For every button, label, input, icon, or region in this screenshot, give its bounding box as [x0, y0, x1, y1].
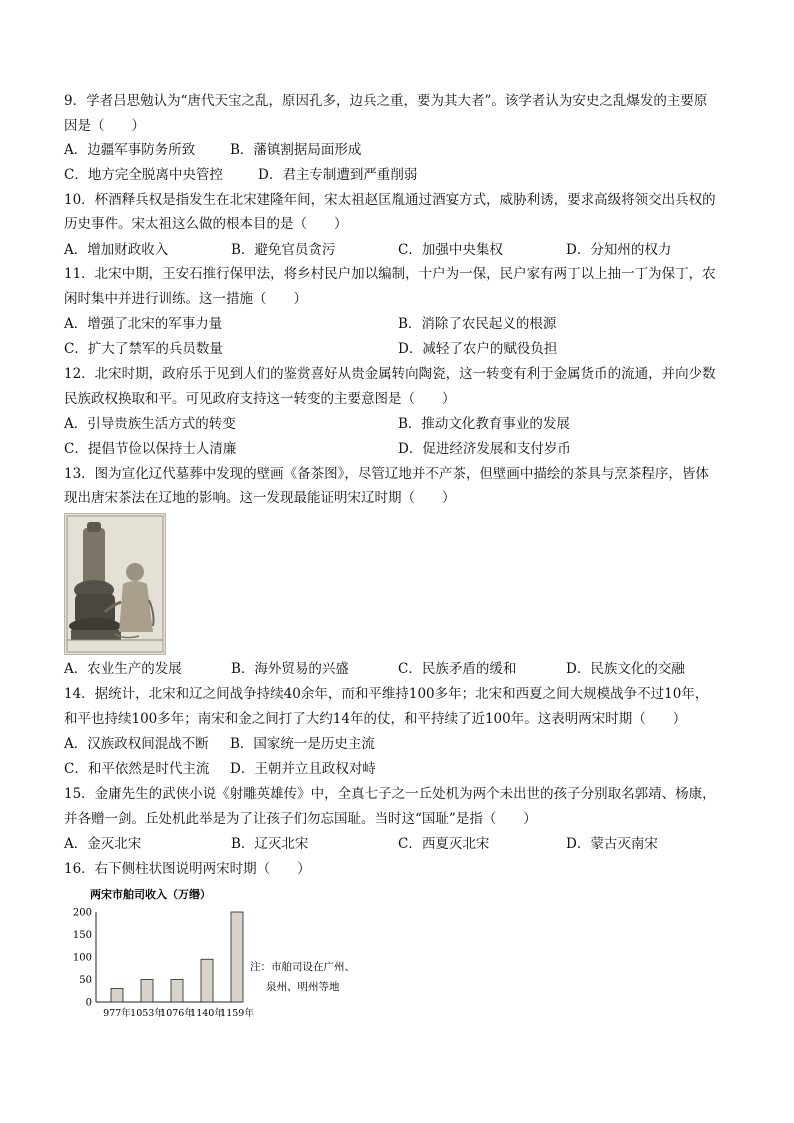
chart-note-line-1: 注：市舶司设在广州、 [250, 961, 355, 973]
x-tick-label: 977年 [103, 1008, 131, 1019]
x-tick-labels [103, 1007, 254, 1019]
q12-option-a[interactable]: A．引导贵族生活方式的转变 [64, 416, 236, 432]
q15-option-b[interactable]: B．辽灭北宋 [231, 836, 309, 852]
q13-option-a[interactable]: A．农业生产的发展 [64, 661, 182, 677]
mural-illustration [65, 514, 165, 654]
chart-note-line-2: 泉州、明州等地 [266, 981, 340, 993]
q12-option-d[interactable]: D．促进经济发展和支付岁币 [398, 441, 571, 457]
q11-option-d[interactable]: D．减轻了农户的赋役负担 [398, 341, 558, 357]
y-tick-label: 50 [79, 975, 92, 986]
bar [111, 989, 123, 1003]
tea-preparation-mural-image [64, 513, 166, 655]
q12-stem-line-2: 民族政权换取和平。可见政府支持这一转变的主要意图是（ ） [64, 391, 456, 407]
bar [201, 959, 213, 1002]
q10-option-d[interactable]: D．分知州的权力 [566, 242, 672, 258]
q15-stem-line-2: 并各赠一剑。丘处机此举是为了让孩子们勿忘国耻。当时这“国耻”是指（ ） [64, 811, 537, 827]
q10-option-b[interactable]: B．避免官员贪污 [231, 242, 336, 258]
q11-option-a[interactable]: A．增强了北宋的军事力量 [64, 316, 223, 332]
y-tick-label: 100 [72, 952, 92, 964]
q11-stem-line-2: 闲时集中并进行训练。这一措施（ ） [64, 291, 307, 307]
q13-stem-line-1: 13．图为宣化辽代墓葬中发现的壁画《备茶图》，尽管辽地并不产茶，但壁画中描绘的茶具与烹茶程序，皆体 [64, 466, 709, 482]
q9-option-a[interactable]: A．边疆军事防务所致 [64, 142, 196, 158]
q10-stem-line-2: 历史事件。宋太祖这么做的根本目的是（ ） [64, 216, 348, 232]
q15-option-a[interactable]: A．金灭北宋 [64, 836, 142, 852]
q13-option-d[interactable]: D．民族文化的交融 [566, 661, 685, 677]
q13-stem-line-2: 现出唐宋茶法在辽地的影响。这一发现最能证明宋辽时期（ ） [64, 490, 456, 506]
q15-stem-line-1: 15．金庸先生的武侠小说《射雕英雄传》中，全真七子之一丘处机为两个未出世的孩子分别取名郭靖、杨康， [64, 786, 716, 802]
q12-option-c[interactable]: C．提倡节俭以保持士人清廉 [64, 441, 237, 457]
q9-option-d[interactable]: D．君主专制遭到严重削弱 [258, 167, 418, 183]
q16-stem-line-1: 16．右下侧柱状图说明两宋时期（ ） [64, 861, 311, 877]
q11-option-b[interactable]: B．消除了农民起义的根源 [398, 316, 557, 332]
q9-option-b[interactable]: B．藩镇割据局面形成 [230, 142, 362, 158]
maritime-revenue-bar-chart [62, 884, 392, 1024]
x-tick-label: 1140年 [190, 1008, 224, 1019]
q14-option-c[interactable]: C．和平依然是时代主流 [64, 761, 210, 777]
q12-stem-line-1: 12．北宋时期，政府乐于见到人们的鉴赏喜好从贵金属转向陶瓷，这一转变有利于金属货币的流通，并向少数 [64, 366, 716, 382]
q14-option-d[interactable]: D．王朝并立且政权对峙 [230, 761, 376, 777]
q14-option-a[interactable]: A．汉族政权间混战不断 [64, 736, 209, 752]
bar [141, 980, 153, 1003]
q11-stem-line-1: 11．北宋中期，王安石推行保甲法，将乡村民户加以编制，十户为一保，民户家有两丁以上抽一丁为保丁，农 [64, 266, 716, 282]
x-tick-label: 1076年 [160, 1008, 194, 1019]
q10-stem-line-1: 10．杯酒释兵权是指发生在北宋建隆年间，宋太祖赵匡胤通过酒宴方式，威胁利诱，要求高级将领交出兵权的 [64, 192, 716, 208]
y-tick-label: 150 [72, 930, 92, 941]
y-tick-label: 200 [72, 907, 92, 919]
q9-stem-line-1: 9．学者吕思勉认为“唐代天宝之乱，原因孔多，边兵之重，要为其大者”。该学者认为安史之乱爆发的主要原 [64, 93, 708, 109]
q10-option-c[interactable]: C．加强中央集权 [398, 242, 503, 258]
q15-option-d[interactable]: D．蒙古灭南宋 [566, 836, 658, 852]
q14-option-b[interactable]: B．国家统一是历史主流 [230, 736, 375, 752]
q9-option-c[interactable]: C．地方完全脱离中央管控 [64, 167, 223, 183]
x-tick-label: 1053年 [130, 1008, 164, 1019]
q9-stem-line-2: 因是（ ） [64, 118, 145, 134]
q15-option-c[interactable]: C．西夏灭北宋 [398, 836, 490, 852]
x-tick-label: 1159年 [220, 1008, 254, 1019]
q14-stem-line-2: 和平也持续100多年；南宋和金之间打了大约14年的仗，和平持续了近100年。这表明两宋时期（ ） [64, 711, 687, 727]
chart-title: 两宋市舶司收入（万缗） [90, 888, 211, 901]
q14-stem-line-1: 14．据统计，北宋和辽之间战争持续40余年，而和平维持100多年；北宋和西夏之间大规模战争不过10年， [64, 686, 709, 702]
q13-option-b[interactable]: B．海外贸易的兴盛 [231, 661, 349, 677]
bars [111, 912, 243, 1002]
bar [171, 980, 183, 1003]
y-tick-label: 0 [85, 997, 92, 1009]
q12-option-b[interactable]: B．推动文化教育事业的发展 [398, 416, 570, 432]
q10-option-a[interactable]: A．增加财政收入 [64, 242, 169, 258]
q13-option-c[interactable]: C．民族矛盾的缓和 [398, 661, 517, 677]
y-tick-labels [73, 908, 92, 1009]
bar [231, 912, 243, 1002]
q11-option-c[interactable]: C．扩大了禁军的兵员数量 [64, 341, 223, 357]
